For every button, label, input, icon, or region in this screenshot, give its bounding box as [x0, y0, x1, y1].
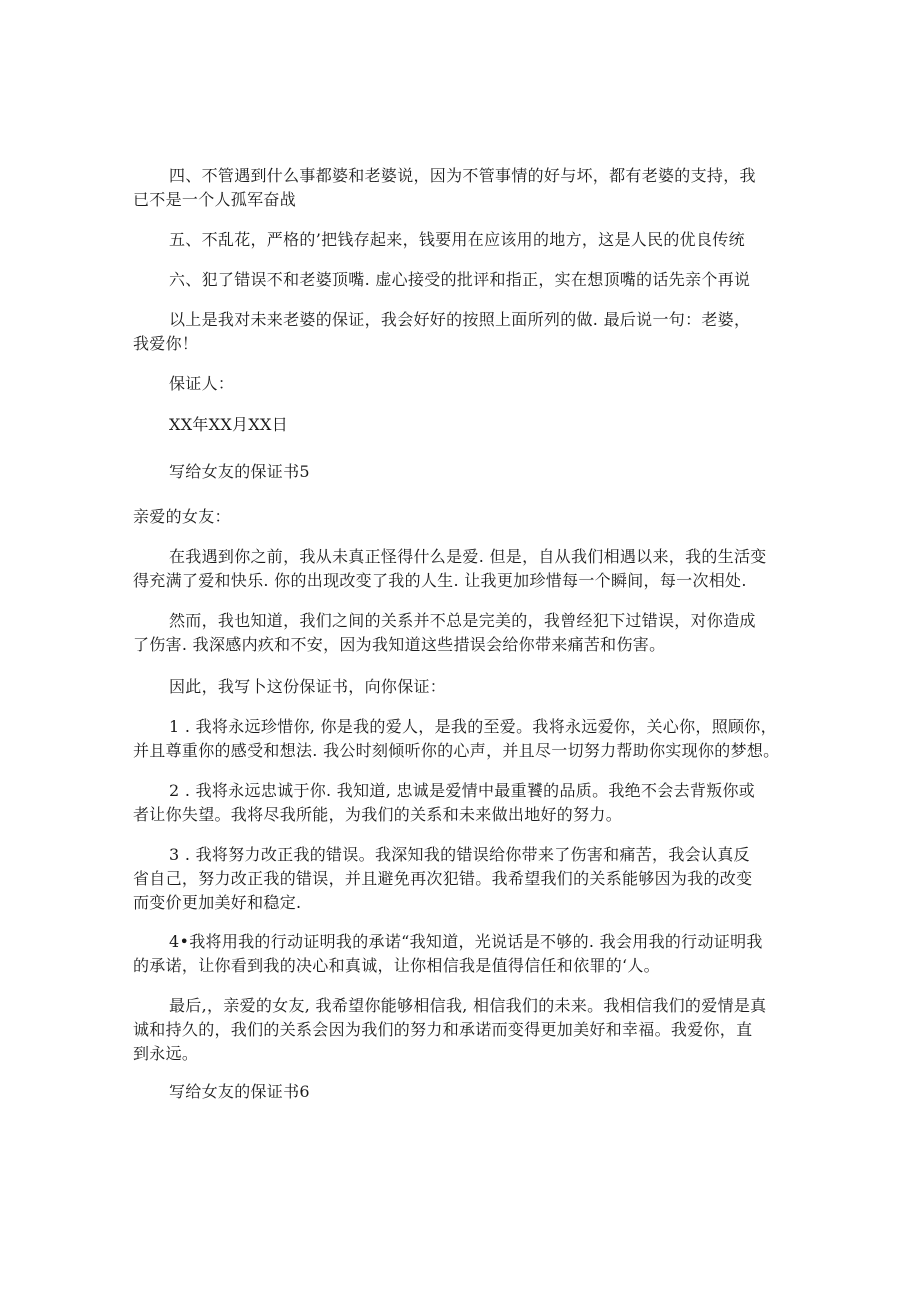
- paragraph-finally: [133, 994, 783, 1066]
- text-line: XX年XX月XX日: [169, 415, 289, 434]
- paragraph-item-six: [133, 268, 783, 292]
- section-title-6: [133, 1080, 783, 1104]
- text-line: 省自己，努力改正我的错误，并且避免再次犯错。我希望我们的关系能够因为我的改变: [133, 869, 753, 888]
- text-line: 四、不管遇到什么事都婆和老婆说，因为不管事情的好与坏，都有老婆的支持，我: [169, 166, 756, 185]
- promise-item-3: [133, 843, 783, 915]
- text-line: 以上是我对未来老婆的保证，我会好好的按照上面所列的做. 最后说一句：老婆，: [169, 310, 751, 329]
- text-line: 亲爱的女友：: [133, 507, 231, 526]
- paragraph-item-four: [133, 164, 783, 212]
- text-line: 保证人：: [169, 374, 235, 393]
- text-line: 了伤害. 我深感内疚和不安，因为我知道这些措误会给你带来痛苦和伤害。: [133, 635, 666, 654]
- guarantor-label: [133, 372, 783, 396]
- text-line: 者让你失望。我将尽我所能，为我们的关系和未来做出地好的努力。: [133, 805, 623, 824]
- text-line: 写给女友的保证书5: [169, 462, 310, 481]
- text-line: 最后,，亲爱的女友, 我希望你能够相信我, 相信我们的未来。我相信我们的爱情是真: [169, 996, 767, 1015]
- text-line: 的承诺，让你看到我的决心和真诚，让你相信我是值得信任和依罪的‘人。: [133, 956, 660, 975]
- text-line: 1 . 我将永远珍惜你, 你是我的爱人，是我的至爱。我将永远爱你，关心你，照顾你，: [169, 717, 777, 736]
- text-line: 然而，我也知道，我们之间的关系并不总是完美的，我曾经犯下过错误，对你造成: [169, 611, 756, 630]
- text-line: 在我遇到你之前，我从未真正怪得什么是爱. 但是，自从我们相遇以来，我的生活变: [169, 547, 767, 566]
- text-line: 我爱你！: [133, 334, 199, 353]
- text-line: 2 . 我将永远忠诚于你. 我知道, 忠诚是爱情中最重饕的品质。我绝不会去背叛你或: [169, 781, 756, 800]
- promise-item-1: [133, 715, 783, 763]
- promise-item-2: [133, 779, 783, 827]
- salutation: [133, 505, 783, 529]
- promise-item-4: [133, 930, 783, 978]
- text-line: 到永远。: [133, 1044, 199, 1063]
- paragraph-conclusion: [133, 308, 783, 356]
- text-line: 因此，我写卜这份保证书，向你保证：: [169, 677, 447, 696]
- paragraph-therefore: [133, 675, 783, 699]
- text-line: 诚和持久的，我们的关系会因为我们的努力和承诺而变得更加美好和幸福。我爱你，直: [133, 1020, 753, 1039]
- text-line: 而变价更加美好和稳定.: [133, 893, 302, 912]
- text-line: 得充满了爱和快乐. 你的出现改变了我的人生. 让我更加珍惜每一个瞬间，每一次相处.: [133, 571, 747, 590]
- text-line: 并且尊重你的感受和想法. 我公时刻倾听你的心声，并且尽一切努力帮助你实现你的梦想。: [133, 741, 780, 760]
- paragraph-item-five: [133, 228, 783, 252]
- paragraph-intro: [133, 545, 783, 593]
- text-line: 六、犯了错误不和老婆顶嘴. 虚心接受的批评和指正，实在想顶嘴的话先亲个再说: [169, 270, 751, 289]
- text-line: 写给女友的保证书6: [169, 1082, 310, 1101]
- text-line: 已不是一个人孤军奋战: [133, 190, 297, 209]
- date-line: [133, 413, 783, 437]
- section-title-5: [133, 460, 783, 484]
- text-line: 3 . 我将努力改正我的错误。我深知我的错误给你带来了伤害和痛苦，我会认真反: [169, 845, 750, 864]
- paragraph-however: [133, 609, 783, 657]
- text-line: 4•我将用我的行动证明我的承诺“我知道，光说话是不够的. 我会用我的行动证明我: [169, 932, 763, 951]
- text-line: 五、不乱花，严格的’把钱存起来，钱要用在应该用的地方，这是人民的优良传统: [169, 230, 745, 249]
